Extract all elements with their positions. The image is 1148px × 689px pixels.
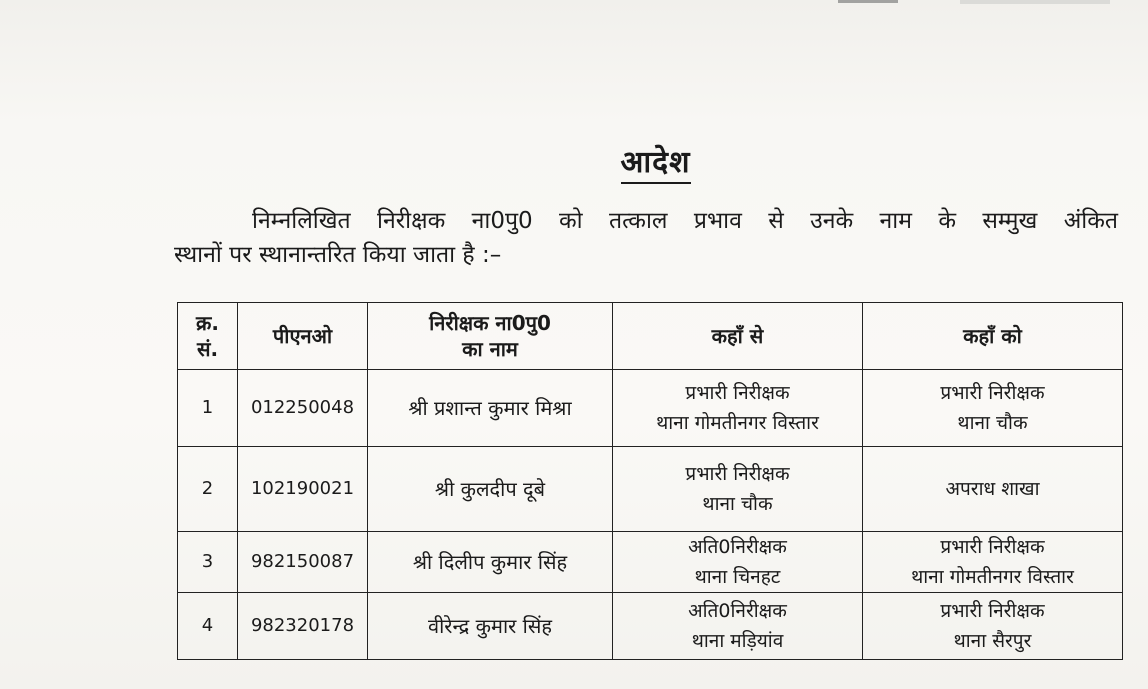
cell-to-line-2: थाना सैरपुर <box>953 630 1032 652</box>
cell-to-line-1: प्रभारी निरीक्षक <box>940 600 1045 622</box>
intro-paragraph <box>174 204 1118 272</box>
header-serial <box>178 303 238 370</box>
cell-name: श्री कुलदीप दूबे <box>368 447 613 532</box>
header-pno-text: पीएनओ <box>272 324 333 348</box>
header-name <box>368 303 613 370</box>
cell-to <box>863 532 1123 593</box>
intro-line-2: स्थानों पर स्थानान्तरित किया जाता है :– <box>174 242 502 268</box>
header-serial-line-2: सं. <box>196 337 219 361</box>
cell-pno: 102190021 <box>238 447 368 532</box>
header-from-text: कहाँ से <box>711 324 764 348</box>
cell-pno: 012250048 <box>238 370 368 447</box>
cell-from <box>613 370 863 447</box>
cell-serial: 1 <box>178 370 238 447</box>
cell-from-line-2: थाना चिनहट <box>694 566 781 588</box>
header-serial-line-1: क्र. <box>196 311 219 335</box>
scan-edge-smudge <box>960 0 1110 4</box>
cell-pno: 982150087 <box>238 532 368 593</box>
cell-from-line-2: थाना मड़ियांव <box>691 630 784 652</box>
cell-to-line-1: प्रभारी निरीक्षक <box>940 536 1045 558</box>
table-header-row <box>178 303 1123 370</box>
transfer-table <box>177 302 1123 660</box>
cell-name: श्री प्रशान्त कुमार मिश्रा <box>368 370 613 447</box>
cell-to <box>863 447 1123 532</box>
header-pno <box>238 303 368 370</box>
cell-from-line-1: अति0निरीक्षक <box>688 536 787 558</box>
scan-edge-mark <box>838 0 898 3</box>
order-title-text: आदेश <box>621 145 691 184</box>
cell-to-line-2: थाना चौक <box>957 412 1028 434</box>
table-row <box>178 370 1123 447</box>
cell-serial: 4 <box>178 593 238 660</box>
cell-to-line-1: अपराध शाखा <box>945 478 1040 500</box>
table-row <box>178 593 1123 660</box>
table-row <box>178 447 1123 532</box>
cell-to <box>863 593 1123 660</box>
cell-to-line-2: थाना गोमतीनगर विस्तार <box>911 566 1074 588</box>
cell-from <box>613 532 863 593</box>
cell-from-line-1: प्रभारी निरीक्षक <box>685 382 790 404</box>
header-to-text: कहाँ को <box>963 324 1022 348</box>
cell-from-line-2: थाना चौक <box>702 493 773 515</box>
intro-line-1: निम्नलिखित निरीक्षक ना0पु0 को तत्काल प्रभाव से उनके नाम के सम्मुख अंकित <box>252 208 1118 234</box>
cell-from <box>613 447 863 532</box>
cell-to-line-1: प्रभारी निरीक्षक <box>940 382 1045 404</box>
header-name-line-1: निरीक्षक ना0पु0 <box>429 311 551 335</box>
cell-from <box>613 593 863 660</box>
cell-to <box>863 370 1123 447</box>
header-from <box>613 303 863 370</box>
header-to <box>863 303 1123 370</box>
table-row <box>178 532 1123 593</box>
cell-serial: 3 <box>178 532 238 593</box>
cell-name: वीरेन्द्र कुमार सिंह <box>368 593 613 660</box>
cell-from-line-1: अति0निरीक्षक <box>688 600 787 622</box>
cell-pno: 982320178 <box>238 593 368 660</box>
cell-name: श्री दिलीप कुमार सिंह <box>368 532 613 593</box>
cell-serial: 2 <box>178 447 238 532</box>
cell-from-line-1: प्रभारी निरीक्षक <box>685 463 790 485</box>
header-name-line-2: का नाम <box>462 337 518 361</box>
cell-from-line-2: थाना गोमतीनगर विस्तार <box>656 412 819 434</box>
order-title <box>0 140 1148 181</box>
